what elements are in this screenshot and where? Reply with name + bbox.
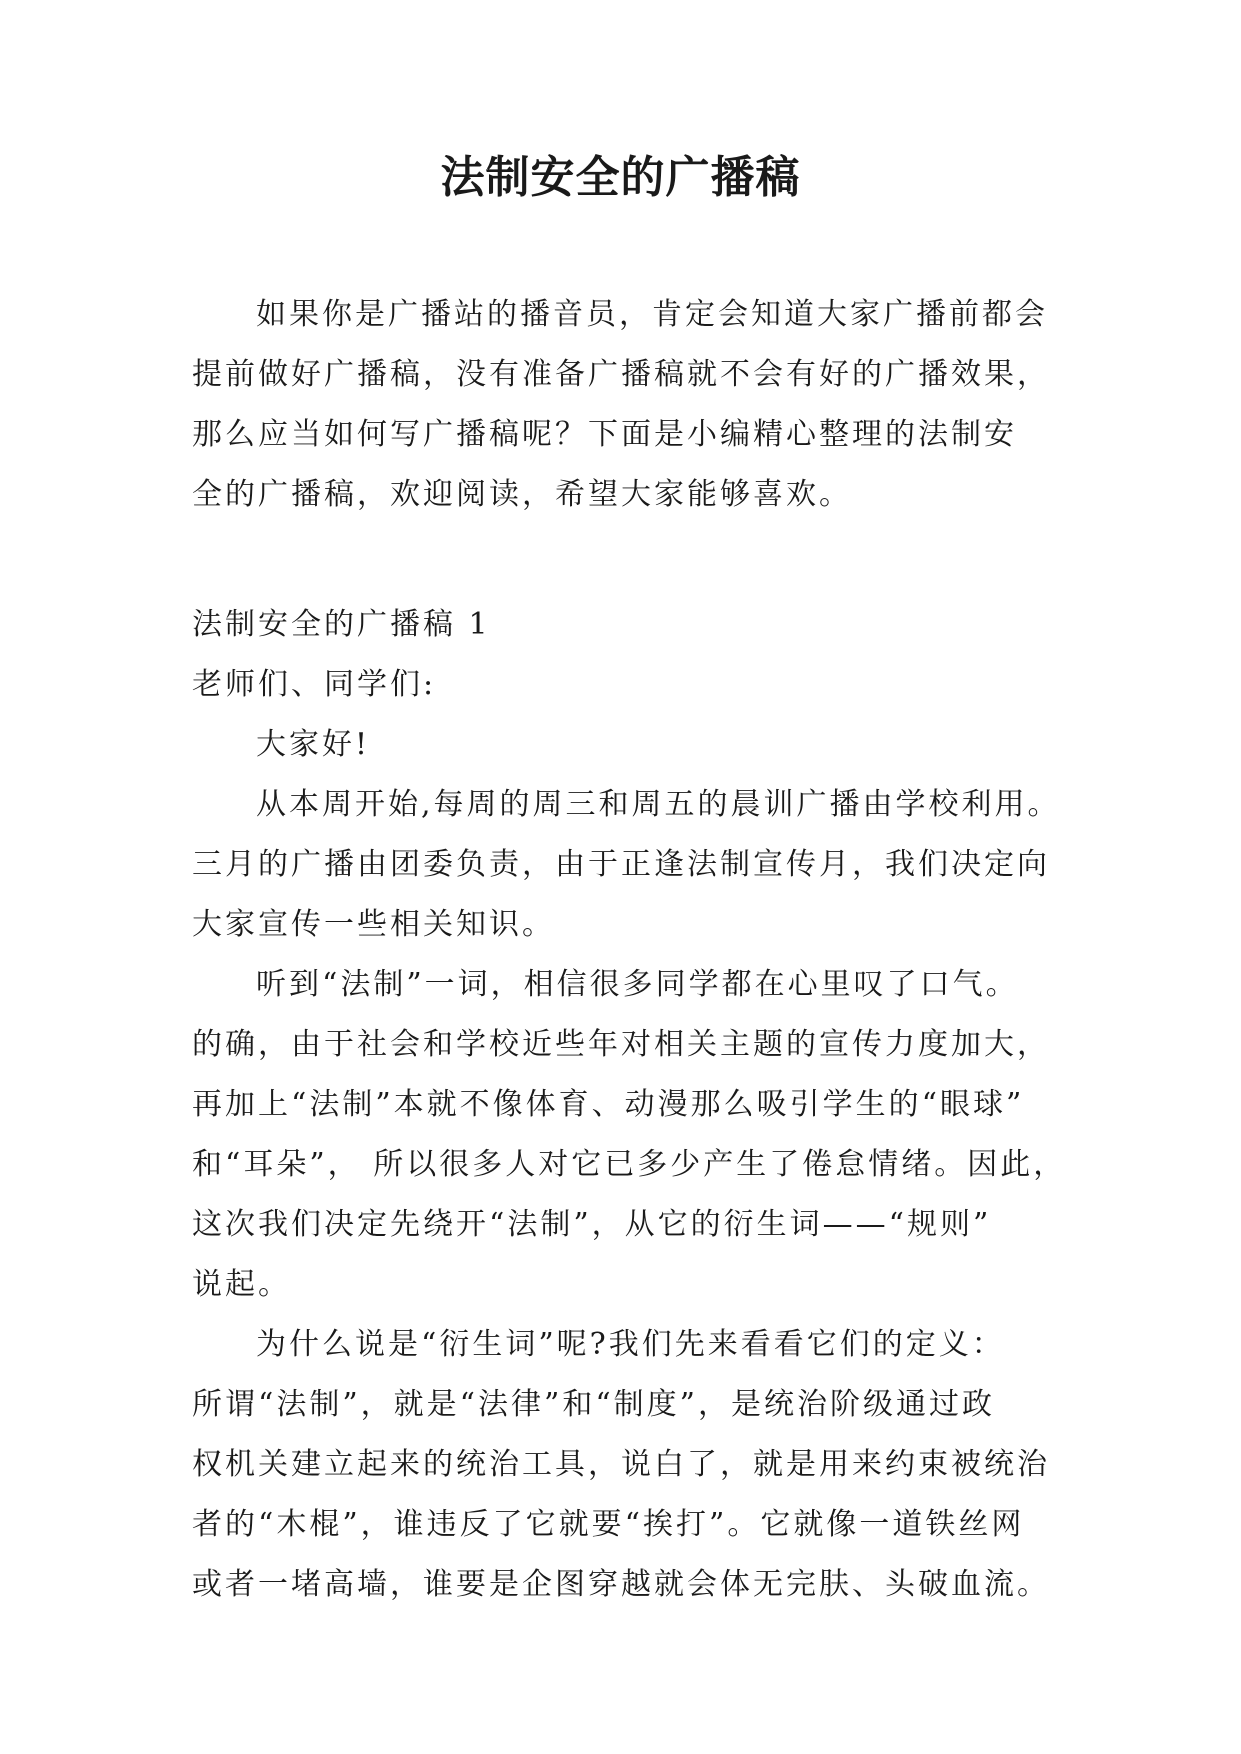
paragraph-line: 所谓“法制”，就是“法律”和“制度”，是统治阶级通过政 [192,1387,996,1422]
intro-line: 全的广播稿，欢迎阅读，希望大家能够喜欢。 [192,477,852,512]
paragraph-line: 从本周开始,每周的周三和周五的晨训广播由学校利用。 [256,787,1061,822]
paragraph-line: 听到“法制”一词，相信很多同学都在心里叹了口气。 [256,967,1019,1002]
paragraph-line: 者的“木棍”，谁违反了它就要“挨打”。它就像一道铁丝网 [192,1507,1025,1542]
intro-line: 如果你是广播站的播音员，肯定会知道大家广播前都会 [256,297,1048,332]
intro-line: 提前做好广播稿，没有准备广播稿就不会有好的广播效果， [192,357,1050,392]
body-paragraph-3 [192,1315,1052,1615]
intro-paragraph [192,285,1052,525]
paragraph-line: 的确，由于社会和学校近些年对相关主题的宣传力度加大， [192,1027,1050,1062]
paragraph-line: 三月的广播由团委负责，由于正逢法制宣传月，我们决定向 [192,847,1050,882]
greeting: 大家好! [256,727,371,762]
salutation: 老师们、同学们: [192,667,437,702]
paragraph-line: 再加上“法制”本就不像体育、动漫那么吸引学生的“眼球” [192,1087,1025,1122]
document-title: 法制安全的广播稿 [440,152,801,203]
body-paragraph-1 [192,775,1061,955]
paragraph-line: 这次我们决定先绕开“法制”，从它的衍生词——“规则” [192,1207,992,1242]
intro-line: 那么应当如何写广播稿呢？下面是小编精心整理的法制安 [192,417,1017,452]
document-body [192,285,1067,1615]
paragraph-line: 大家宣传一些相关知识。 [192,907,555,942]
paragraph-line: 和“耳朵”， 所以很多人对它已多少产生了倦怠情绪。因此， [192,1147,1067,1182]
body-paragraph-2 [192,955,1067,1315]
paragraph-line: 权机关建立起来的统治工具，说白了，就是用来约束被统治 [192,1447,1050,1482]
paragraph-line: 或者一堵高墙，谁要是企图穿越就会体无完肤、头破血流。 [192,1567,1050,1602]
paragraph-line: 为什么说是“衍生词”呢?我们先来看看它们的定义： [256,1327,1005,1362]
paragraph-line: 说起。 [192,1267,291,1302]
spacer [192,525,1052,595]
section-heading: 法制安全的广播稿 1 [192,607,491,642]
